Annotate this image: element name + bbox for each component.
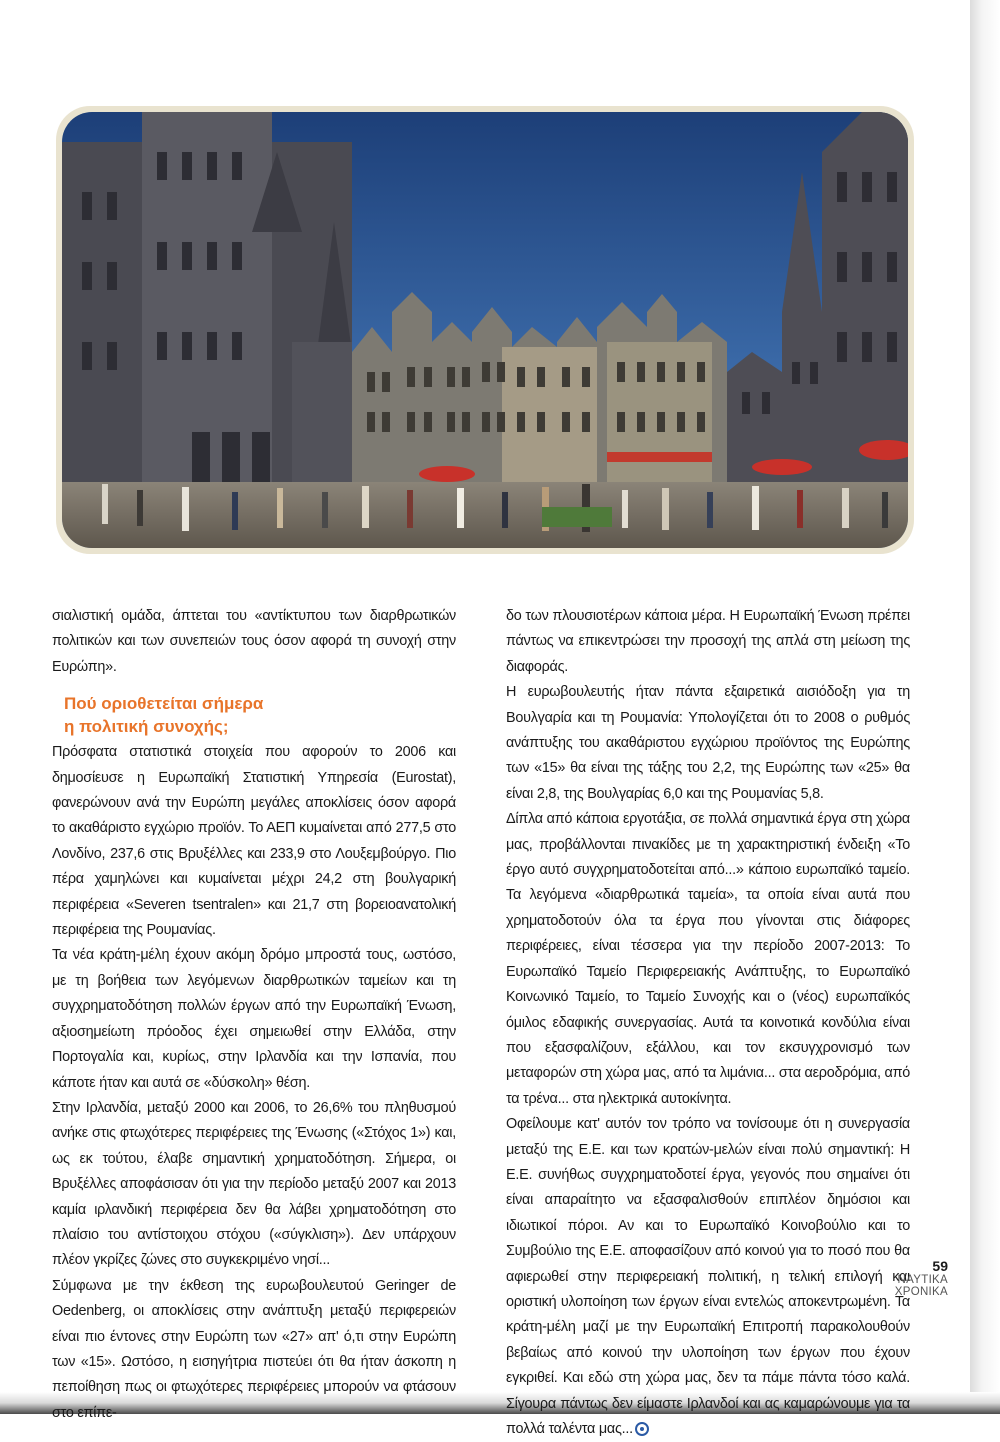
page-edge-shadow [970,0,1000,1414]
left-column [52,604,456,1426]
town-hall [62,112,352,482]
grand-place-photo [62,112,908,548]
page-folio [880,1258,948,1298]
section-heading [64,692,456,738]
magazine-name-line-2: ΧΡΟΝΙΚΑ [894,1286,948,1298]
page-number: 59 [932,1258,948,1274]
right-paragraph-4-text: Οφείλουμε κατ' αυτόν τον τρόπο να τονίσουμε ότι η συνεργασία μεταξύ της Ε.Ε. και των κρατών-μελών είναι πολύ σημαντική: Η Ε.Ε. συνήθως συγχρηματοδοτεί έργα, γεγονός που σημαίνει ότι είναι απαραίτητο να εξασφαλισθούν επιπλέον δημόσιοι και ιδιωτικοί πόροι. Αν και το Ευρωπαϊκό Κοινοβούλιο και το Συμβούλιο της Ε.Ε. αποφασίζουν από κοινού για το ποσό που θα αφιερωθεί στην περιφερειακή πολιτική, η τελική επιλογή και οριστική υλοποίηση των έργων είναι εντελώς αποκεντρωμένη. Τα κράτη-μέλη μαζί με την Ευρωπαϊκή Επιτροπή παρακολουθούν βεβαίως από κοινού την υλοποίηση των έργων που έχουν εγκριθεί. Και εδώ στη χώρα μας, δεν τα πάμε πάντα τόσο καλά. Σίγουρα πάντως δεν είμαστε Ιρλανδοί και ας καμαρώνουμε για τα πολλά ταλέντα μας... [506,1116,910,1437]
section-heading-line-1: Πού οριοθετείται σήμερα [64,694,264,714]
left-paragraph-3: Τα νέα κράτη-μέλη έχουν ακόμη δρόμο μπροστά τους, ωστόσο, με τη βοήθεια των λεγόμενων διαρθρωτικών ταμείων και τη συγχρηματοδότηση πολλών έργων από την Ευρωπαϊκή Ένωση, αξιοσημείωτη πρόοδος έχει σημειωθεί στην Ελλάδα, στην Πορτογαλία και, κυρίως, στην Ιρλανδία και την Ισπανία, που κάποτε ήταν και αυτά σε «δύσκολη» θέση. [52,947,456,1091]
right-paragraph-2: Η ευρωβουλευτής ήταν πάντα εξαιρετικά αισιόδοξη για τη Βουλγαρία και τη Ρουμανία: Υπολογίζεται ότι το 2008 ο ρυθμός ανάπτυξης του ακαθάριστου εγχώριου προϊόντος της Ευρώπης των «15» θα είναι της τάξης του 2,2, της Ευρώπης των «25» θα είναι 2,8, της Βουλγαρίας 6,0 και της Ρουμανίας 5,8. [506,684,910,802]
left-paragraph-5: Σύμφωνα με την έκθεση της ευρωβουλευτού Geringer de Oedenberg, οι αποκλίσεις στην ανάπτυξη μεταξύ περιφερειών είναι πιο έντονες στην Ευρώπη των «27» απ' ό,τι στην Ευρώπη των «15». Ωστόσο, η εισηγήτρια πιστεύει ότι θα ήταν άσκοπη η πεποίθηση πως οι φτωχότερες περιφέρειες μπορούν να φτάσουν στο επίπε- [52,1277,456,1421]
left-paragraph-1: σιαλιστική ομάδα, άπτεται του «αντίκτυπου των διαρθρωτικών πολιτικών και των συνεπειών τους όσον αφορά τη συνοχή στην Ευρώπη». [52,608,456,675]
left-paragraph-2: Πρόσφατα στατιστικά στοιχεία που αφορούν το 2006 και δημοσίευσε η Ευρωπαϊκή Στατιστική Υπηρεσία (Eurostat), φανερώνουν ανά την Ευρώπη μεγάλες αποκλίσεις όσον αφορά το ακαθάριστο εγχώριο προϊόν. Το ΑΕΠ κυμαίνεται από 277,5 στο Λονδίνο, 237,6 στις Βρυξέλλες και 233,9 στο Λουξεμβούργο. Πιο πέρα χαμηλώνει και κυμαίνεται μέχρι 24,2 στη βουλγαρική περιφέρεια «Severen tsentralen» και 21,7 στη βορειοανατολική περιφέρεια της Ρουμανίας. [52,744,456,939]
right-paragraph-4 [506,1112,910,1442]
magazine-name-line-1: ΝΑΥΤΙΚΑ [897,1274,948,1286]
right-paragraph-1: δο των πλουσιοτέρων κάποια μέρα. Η Ευρωπαϊκή Ένωση πρέπει πάντως να επικεντρώσει την προσοχή της απλά στη μείωση της διαφοράς. [506,608,910,675]
grand-place-illustration [62,112,908,548]
left-paragraph-4: Στην Ιρλανδία, μεταξύ 2000 και 2006, το 26,6% του πληθυσμού ανήκε στις φτωχότερες περιφέρειες της Ένωσης («Στόχος 1») και, ως εκ τούτου, έλαβε σημαντική χρηματοδότηση. Σήμερα, οι Βρυξέλλες αποφάσισαν ότι για την περίοδο μεταξύ 2007 και 2013 καμία ιρλανδική περιφέρεια δεν θα λάβει χρηματοδότηση στο πλαίσιο του αντίστοιχου στόχου («σύγκλιση»). Δεν υπάρχουν πλέον γκρίζες ζώνες στο συγκεκριμένο νησί... [52,1099,456,1269]
photo-frame [56,106,914,554]
right-column [506,604,910,1442]
right-paragraph-3: Δίπλα από κάποια εργοτάξια, σε πολλά σημαντικά έργα στη χώρα μας, προβάλλονται πινακίδες με τη χαρακτηριστική ένδειξη «Το έργο αυτό συγχρηματοδοτείται από...» κάποιο ευρωπαϊκό ταμείο. Τα λεγόμενα «διαρθρωτικά ταμεία», τα οποία είναι αυτά που χρηματοδοτούν όλα τα έργα που γίνονται στις διάφορες περιφέρειες, είναι τέσσερα για την περίοδο 2007-2013: Το Ευρωπαϊκό Ταμείο Περιφερειακής Ανάπτυξης, το Ευρωπαϊκό Κοινωνικό Ταμείο, το Ταμείο Συνοχής και ο (νέος) ευρωπαϊκός όμιλος εδαφικής συνεργασίας. Αυτά τα κοινοτικά κονδύλια είναι που εξασφαλίζουν, εξάλλου, και τον εκσυγχρονισμό των μεταφορών στη χώρα μας, από τα λιμάνια... στα αεροδρόμια, από τα τρένα... στα ηλεκτρικά αυτοκίνητα. [506,811,910,1107]
article-end-icon [635,1422,649,1436]
section-heading-line-2: η πολιτική συνοχής; [64,717,229,737]
